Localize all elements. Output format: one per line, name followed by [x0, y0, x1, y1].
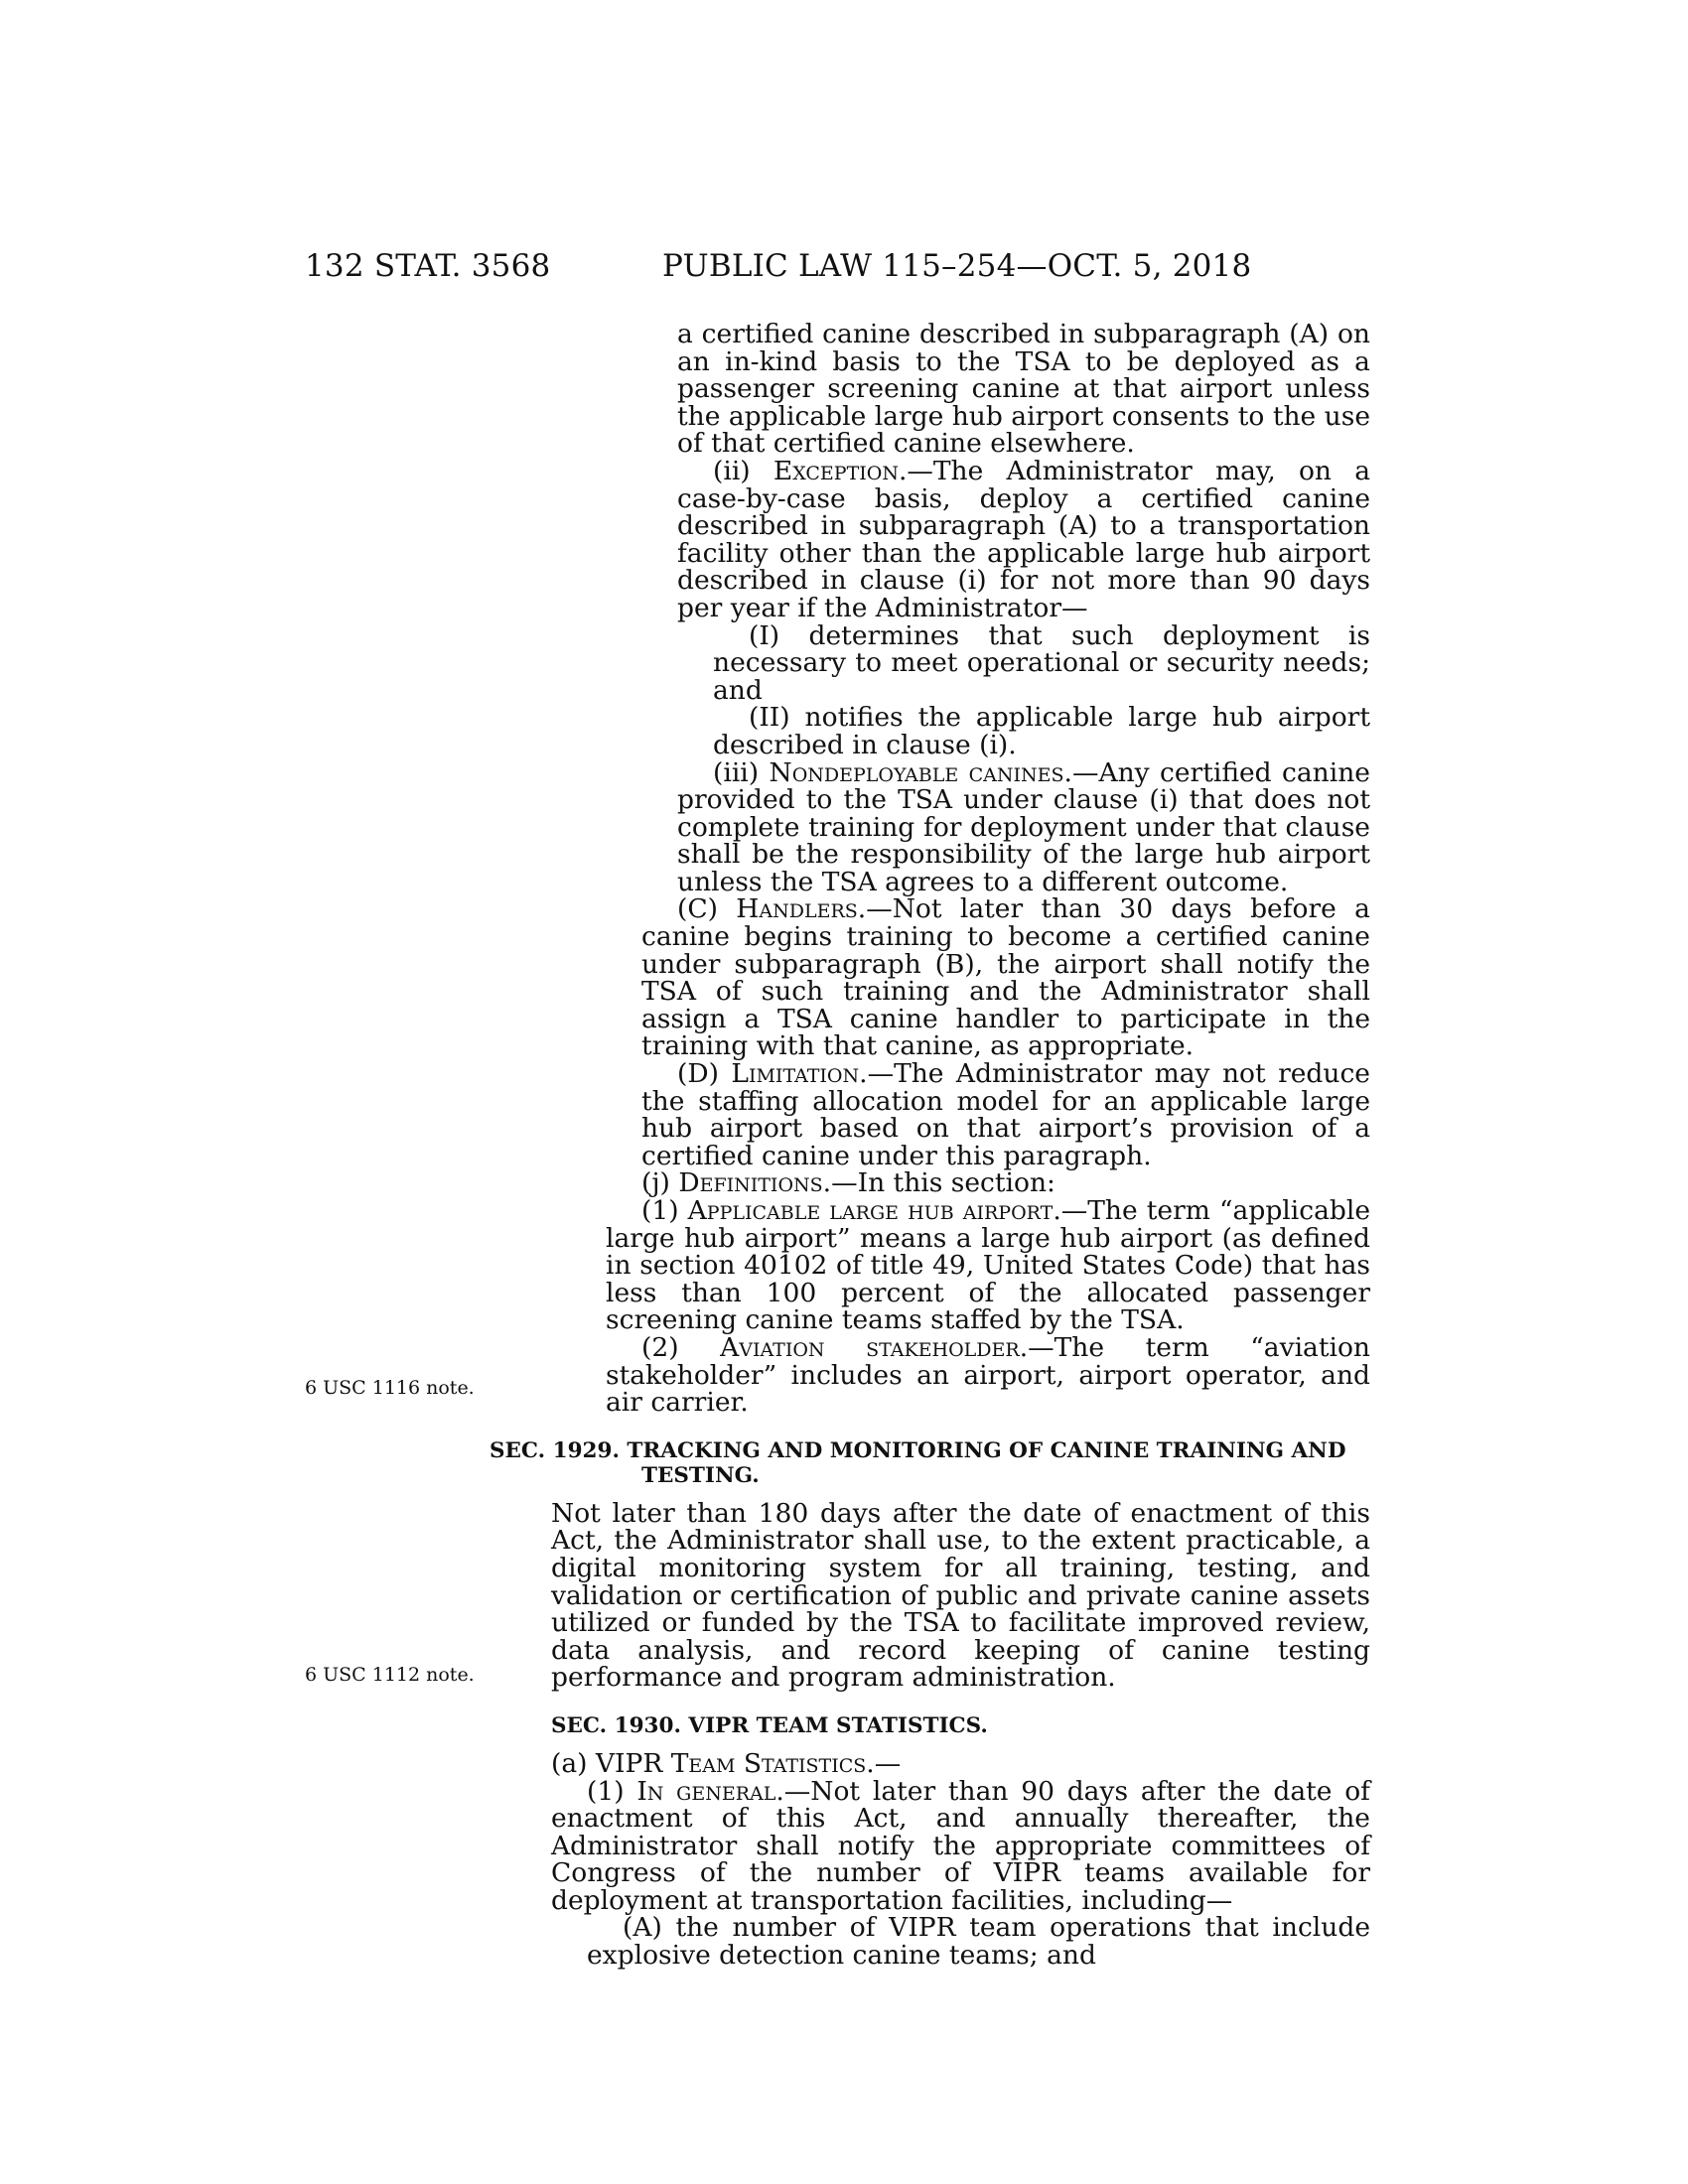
- clause-label: (C): [677, 893, 737, 925]
- clause-heading: Exception: [773, 455, 899, 486]
- document-body: [490, 319, 1370, 1972]
- clause-label: (2): [641, 1331, 721, 1363]
- clause-label: (D): [677, 1058, 732, 1090]
- clause-label: (1): [641, 1195, 688, 1226]
- section-heading-line: SEC. 1929. TRACKING AND MONITORING OF CANINE TRAINING AND: [490, 1437, 1346, 1463]
- subclause-I: (I) determines that such deployment is necessary to meet operational or security needs; and: [713, 619, 1370, 706]
- clause-ii-exception: [606, 455, 1370, 623]
- clause-text: .—Not later than 90 days after the date of enactment of this Act, and annually thereafter, the Administrator shall notify the appropriate committees of Congress of the number of VIPR teams available for deployment at transportation facilities, including—: [551, 1775, 1370, 1916]
- clause-text: .—The term “applicable large hub airport” means a large hub airport (as defined in section 40102 of title 49, United States Code) that has less than 100 percent of the allocated passenger screening canine teams staffed by the TSA.: [606, 1195, 1370, 1336]
- clause-text: .—The Administrator may not reduce the staffing allocation model for an applicable large hub airport based on that airport’s provision of a certified canine under this paragraph.: [641, 1058, 1370, 1171]
- clause-heading: Nondeployable canines: [769, 756, 1064, 788]
- margin-note-sec-1930: 6 USC 1112 note.: [305, 1664, 475, 1686]
- clause-label: (a): [551, 1747, 596, 1779]
- paragraph-continuation: a certified canine described in subparagraph (A) on an in-kind basis to the TSA to be deployed as a passenger screening canine at that airport unless the applicable large hub airport consents to the use of that certified canine elsewhere.: [677, 319, 1370, 460]
- clause-heading: Limitation: [731, 1058, 860, 1090]
- subparagraph-D-limitation: [606, 1060, 1370, 1169]
- subparagraph-C-handlers: [606, 895, 1370, 1060]
- clause-iii-nondeployable: [606, 756, 1370, 897]
- public-law-title: PUBLIC LAW 115–254—OCT. 5, 2018: [662, 248, 1252, 284]
- section-heading-line: TESTING.: [641, 1462, 760, 1488]
- clause-label: (j): [641, 1167, 679, 1199]
- clause-text: .—Not later than 30 days before a canine begins training to become a certified canine under subparagraph (B), the airport shall notify the TSA of such training and the Administrator shall assign a TSA canine handler to participate in the training with that canine, as appropriate.: [641, 893, 1370, 1062]
- subclause-II: (II) notifies the applicable large hub airport described in clause (i).: [713, 702, 1370, 760]
- subsection-j-definitions: [606, 1169, 1370, 1197]
- definition-1: [606, 1197, 1370, 1334]
- clause-label: (iii): [713, 756, 770, 788]
- clause-heading: Handlers: [736, 893, 858, 925]
- paragraph-1-in-general: [551, 1775, 1370, 1916]
- clause-text: .—: [866, 1747, 902, 1779]
- section-1930-heading: SEC. 1930. VIPR TEAM STATISTICS.: [551, 1712, 988, 1738]
- clause-heading: In general: [636, 1775, 776, 1807]
- subsection-a-vipr: [551, 1747, 1370, 1779]
- subparagraph-A: (A) the number of VIPR team operations that include explosive detection canine teams; and: [587, 1912, 1370, 1972]
- section-1929-text: Not later than 180 days after the date of enactment of this Act, the Administrator shall use, to the extent practicable, a digital monitoring system for all training, testing, and validation or certification of public and private canine assets utilized or funded by the TSA to facilitate improved review, data analysis, and record keeping of canine testing performance and program administration.: [551, 1497, 1370, 1694]
- clause-heading: Applicable large hub airport: [687, 1195, 1054, 1226]
- margin-note-sec-1929: 6 USC 1116 note.: [305, 1377, 475, 1399]
- clause-heading: Aviation stakeholder: [720, 1331, 1020, 1363]
- clause-label: (1): [587, 1775, 637, 1807]
- clause-heading: Definitions: [678, 1167, 823, 1199]
- clause-text: .—In this section:: [822, 1167, 1055, 1199]
- statute-page-reference: 132 STAT. 3568: [305, 248, 551, 284]
- clause-text: .—The term “aviation stakeholder” includes an airport, airport operator, and air carrier.: [606, 1331, 1370, 1419]
- clause-text: .—The Administrator may, on a case-by-case basis, deploy a certified canine described in subparagraph (A) to a transportation facility other than the applicable large hub airport described in clause (i) for not more than 90 days per year if the Administrator—: [677, 455, 1370, 623]
- definition-2: [606, 1331, 1370, 1419]
- clause-text: .—Any certified canine provided to the TSA under clause (i) that does not complete training for deployment under that clause shall be the responsibility of the large hub airport unless the TSA agrees to a different outcome.: [677, 756, 1370, 897]
- section-1929-heading: [490, 1438, 1370, 1488]
- clause-label: (ii): [713, 455, 774, 486]
- clause-heading: VIPR Team Statistics: [595, 1747, 867, 1779]
